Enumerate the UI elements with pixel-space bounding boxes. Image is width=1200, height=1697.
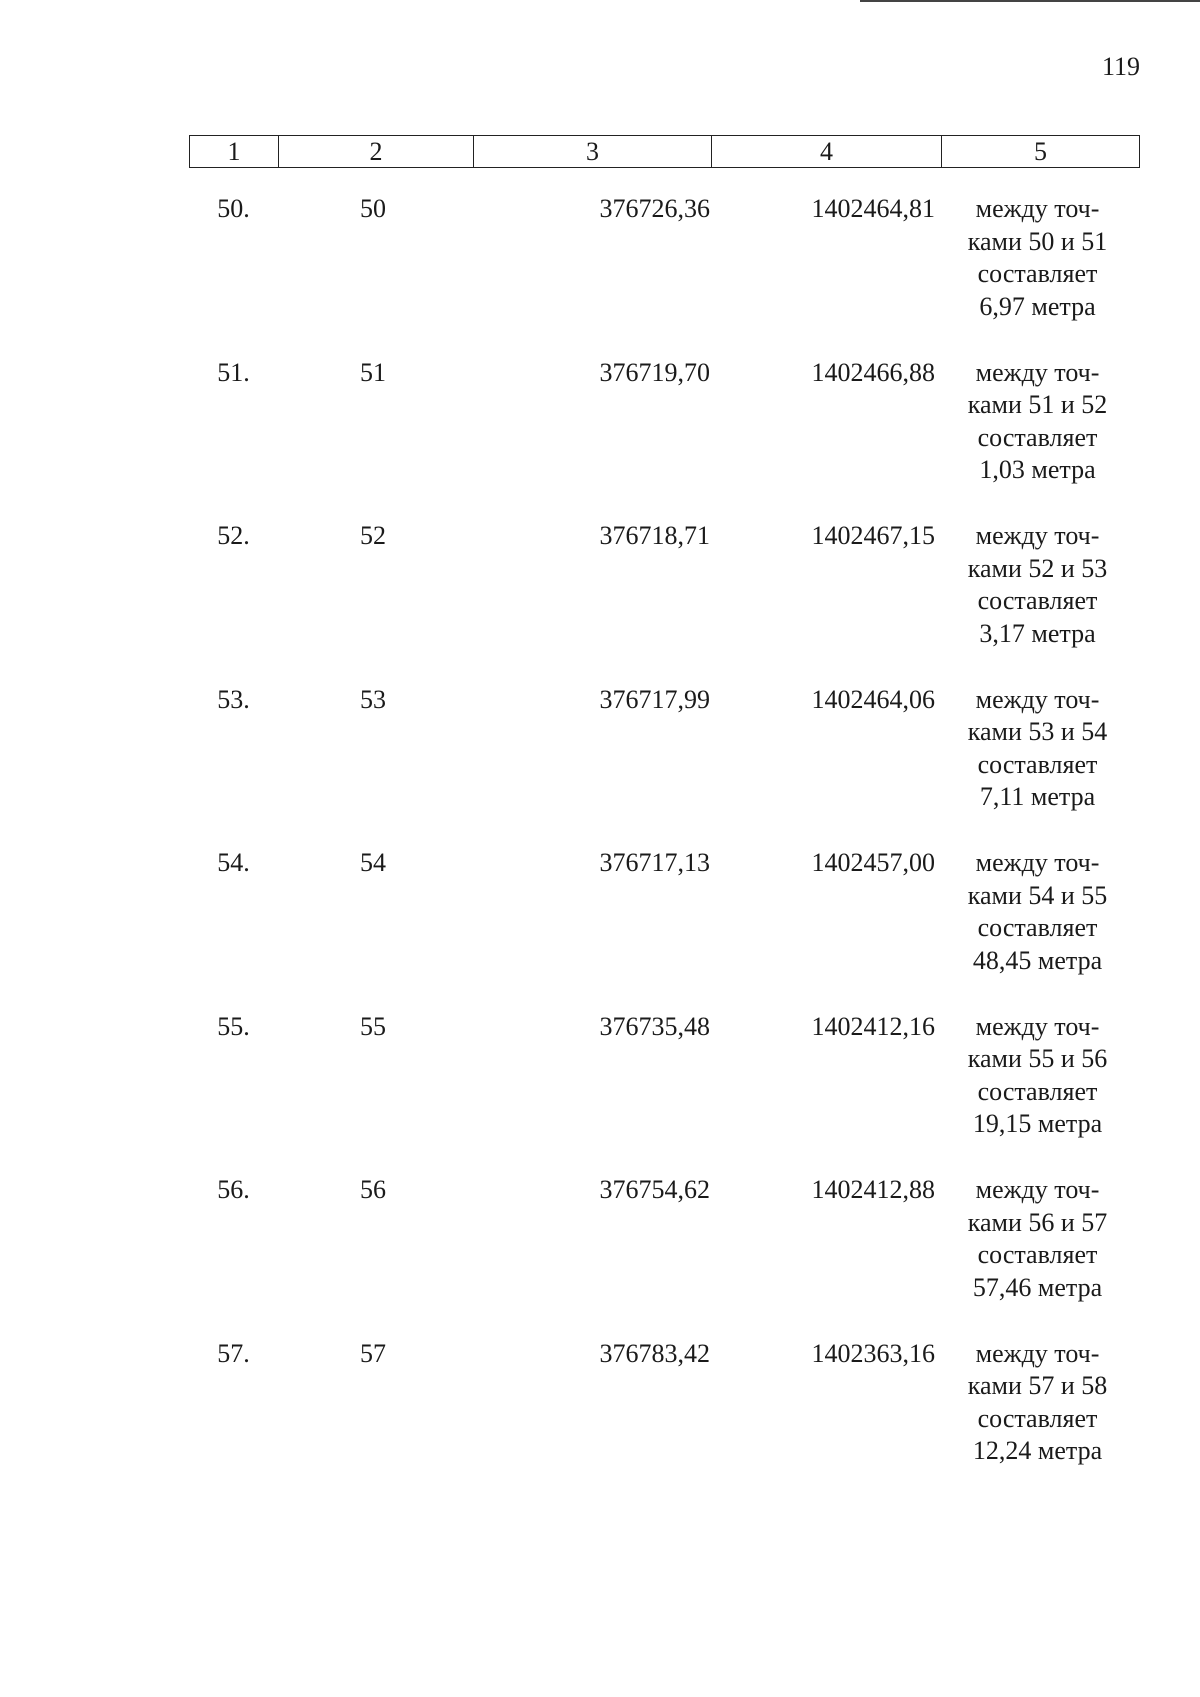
page-number: 119 (1101, 52, 1140, 81)
desc-line: составляет (977, 422, 1098, 452)
row-number: 56. (217, 1175, 250, 1204)
desc-line: составляет (977, 586, 1098, 615)
row-number: 50. (217, 194, 250, 223)
distance-description (945, 1011, 1130, 1141)
desc-line: между точ- (975, 1338, 1100, 1368)
coordinate-x: 376783,42 (599, 1338, 710, 1368)
desc-line: между точ- (975, 1175, 1100, 1204)
coordinate-y: 1402464,81 (811, 194, 935, 223)
table-row (0, 357, 1200, 521)
point-number: 57 (360, 1338, 386, 1368)
distance-description (945, 520, 1130, 650)
desc-line: ками 55 и 56 (967, 1044, 1108, 1073)
desc-line: между точ- (975, 1011, 1100, 1041)
desc-line: 6,97 метра (979, 291, 1096, 321)
top-rule (860, 0, 1200, 2)
desc-line: составляет (977, 1240, 1098, 1269)
table-body (0, 193, 1200, 1501)
distance-description (945, 1174, 1130, 1304)
desc-line: 7,11 метра (979, 782, 1096, 811)
point-number: 52 (360, 521, 386, 550)
coordinate-x: 376717,13 (599, 848, 710, 877)
header-col-4: 4 (712, 136, 942, 167)
desc-line: между точ- (975, 357, 1100, 387)
row-number: 52. (217, 521, 250, 550)
coordinate-x: 376718,71 (599, 521, 710, 550)
table-row (0, 1011, 1200, 1175)
point-number: 50 (360, 194, 386, 223)
header-col-1: 1 (190, 136, 279, 167)
coordinate-x: 376735,48 (599, 1011, 710, 1041)
desc-line: 57,46 метра (972, 1272, 1103, 1302)
desc-line: составляет (977, 913, 1098, 942)
desc-line: 19,15 метра (972, 1109, 1103, 1138)
point-number: 55 (360, 1011, 386, 1041)
header-col-2: 2 (279, 136, 474, 167)
coordinate-y: 1402412,16 (811, 1011, 935, 1041)
distance-description (945, 357, 1130, 487)
desc-line: ками 53 и 54 (967, 717, 1108, 746)
coordinate-y: 1402363,16 (811, 1338, 935, 1368)
distance-description (945, 193, 1130, 323)
desc-line: 12,24 метра (972, 1436, 1103, 1465)
coordinate-y: 1402466,88 (811, 357, 935, 387)
point-number: 56 (360, 1175, 386, 1204)
row-number: 51. (217, 357, 250, 387)
distance-description (945, 847, 1130, 977)
desc-line: составляет (977, 1076, 1098, 1106)
table-header (189, 135, 1140, 168)
point-number: 53 (360, 684, 386, 714)
desc-line: ками 50 и 51 (967, 226, 1108, 256)
desc-line: составляет (977, 259, 1098, 288)
desc-line: ками 57 и 58 (967, 1371, 1108, 1400)
desc-line: между точ- (975, 848, 1100, 877)
row-number: 53. (217, 684, 250, 714)
table-row (0, 1174, 1200, 1338)
coordinate-x: 376726,36 (599, 194, 710, 223)
desc-line: между точ- (975, 194, 1100, 223)
table-row (0, 520, 1200, 684)
coordinate-y: 1402464,06 (811, 684, 935, 714)
row-number: 55. (217, 1011, 250, 1041)
desc-line: ками 51 и 52 (967, 390, 1108, 419)
coordinate-y: 1402412,88 (811, 1175, 935, 1204)
desc-line: 48,45 метра (972, 945, 1103, 975)
table-row (0, 684, 1200, 848)
coordinate-y: 1402457,00 (811, 848, 935, 877)
desc-line: ками 54 и 55 (967, 880, 1108, 910)
coordinate-y: 1402467,15 (811, 521, 935, 550)
header-col-5: 5 (1034, 137, 1047, 166)
coordinate-x: 376719,70 (599, 357, 710, 387)
desc-line: составляет (977, 1403, 1098, 1433)
point-number: 51 (360, 357, 386, 387)
distance-description (945, 684, 1130, 814)
desc-line: между точ- (975, 521, 1100, 550)
coordinate-x: 376754,62 (599, 1175, 710, 1204)
distance-description (945, 1338, 1130, 1468)
desc-line: 3,17 метра (979, 618, 1096, 648)
point-number: 54 (360, 848, 386, 877)
desc-line: ками 52 и 53 (967, 553, 1108, 583)
desc-line: между точ- (975, 684, 1100, 714)
table-row (0, 1338, 1200, 1502)
coordinate-x: 376717,99 (599, 684, 710, 714)
desc-line: ками 56 и 57 (967, 1207, 1108, 1237)
row-number: 54. (217, 848, 250, 877)
row-number: 57. (217, 1338, 250, 1368)
table-row (0, 847, 1200, 1011)
desc-line: 1,03 метра (979, 455, 1096, 484)
header-col-3: 3 (474, 136, 712, 167)
table-row (0, 193, 1200, 357)
desc-line: составляет (977, 749, 1098, 779)
